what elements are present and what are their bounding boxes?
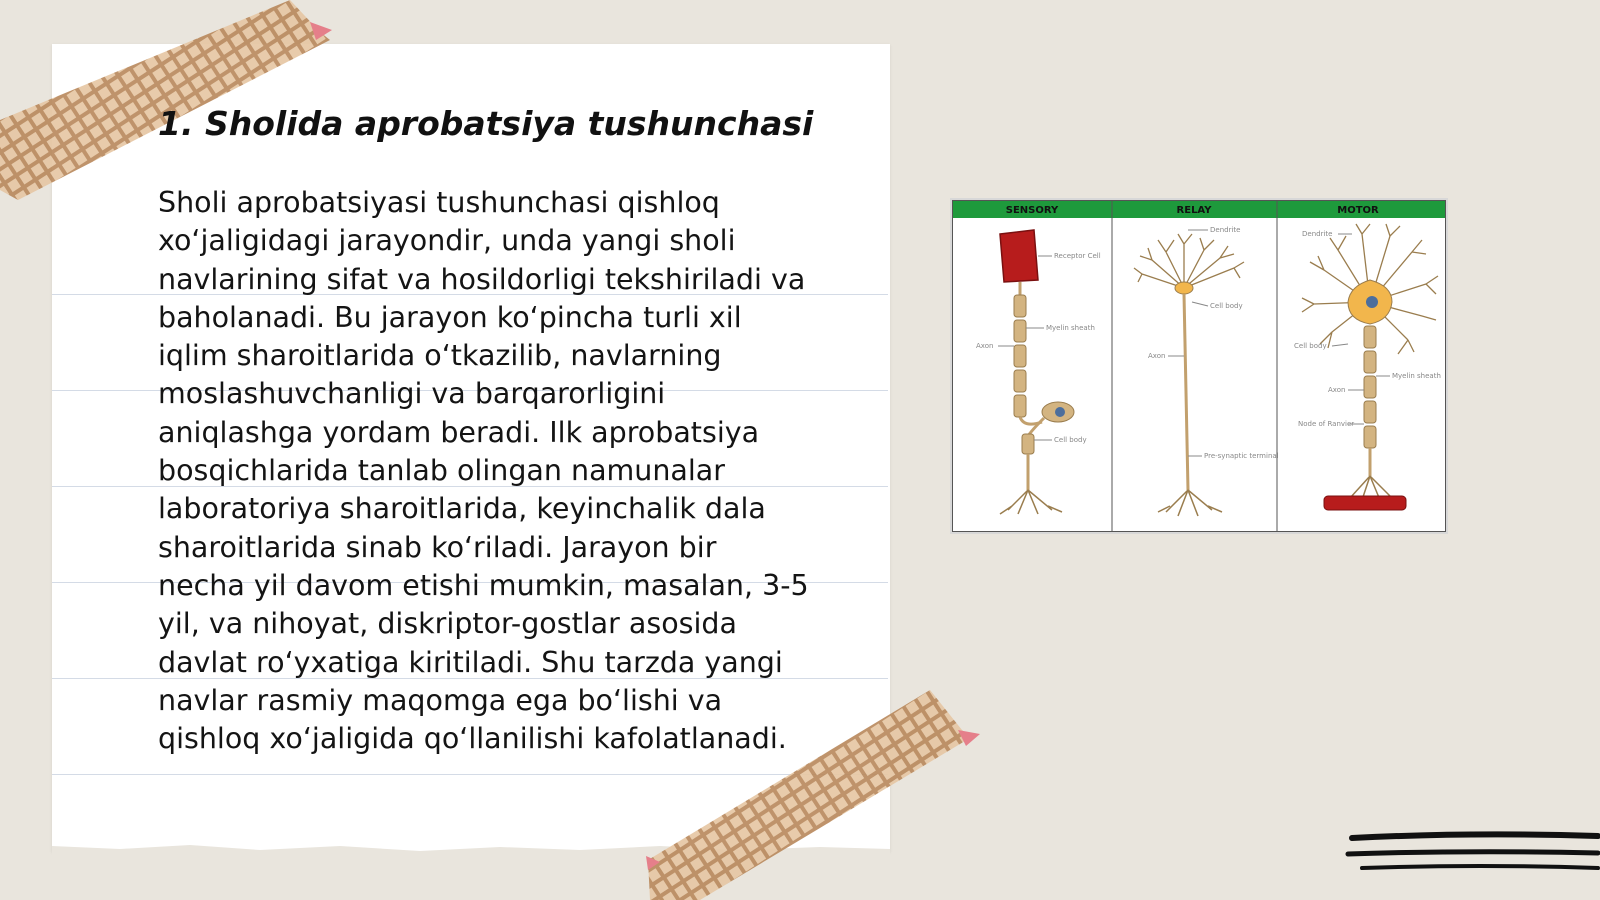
body-line: necha yil davom etishi mumkin, masalan, 3-5	[158, 568, 809, 602]
relay-label-terminal: Pre-synaptic terminal	[1204, 452, 1279, 460]
sensory-label-cell-body: Cell body	[1054, 436, 1087, 444]
relay-neuron	[1134, 226, 1279, 516]
body-line: navlarining sifat va hosildorligi tekshiriladi va	[158, 262, 806, 296]
motor-label-cell-body: Cell body	[1294, 342, 1327, 350]
body-line: davlat ro‘yxatiga kiritiladi. Shu tarzda yangi	[158, 645, 783, 679]
motor-label-dendrite: Dendrite	[1302, 230, 1333, 238]
motor-label-myelin: Myelin sheath	[1392, 372, 1441, 380]
scribble-lines	[1340, 828, 1600, 888]
column-header-motor: MOTOR	[1337, 205, 1379, 216]
body-line: baholanadi. Bu jarayon ko‘pincha turli xil	[158, 300, 742, 334]
body-paragraph	[158, 184, 858, 758]
body-line: iqlim sharoitlarida o‘tkazilib, navlarning	[158, 339, 722, 373]
column-header-sensory: SENSORY	[1005, 205, 1059, 216]
sensory-label-axon: Axon	[976, 342, 994, 350]
body-line: aniqlashga yordam beradi. Ilk aprobatsiya	[158, 415, 760, 449]
column-header-relay: RELAY	[1176, 205, 1212, 216]
slide-title: 1. Sholida aprobatsiya tushunchasi	[158, 104, 814, 143]
relay-label-dendrite: Dendrite	[1210, 226, 1241, 234]
sensory-neuron	[976, 230, 1101, 514]
relay-label-axon: Axon	[1148, 352, 1166, 360]
body-line: yil, va nihoyat, diskriptor-gostlar asosida	[158, 607, 737, 641]
body-line: qishloq xo‘jaligida qo‘llanilishi kafolatlanadi.	[158, 722, 787, 756]
neuron-types-figure	[950, 198, 1448, 534]
body-line: sharoitlarida sinab ko‘riladi. Jarayon bir	[158, 530, 717, 564]
motor-label-axon: Axon	[1328, 386, 1346, 394]
body-line: bosqichlarida tanlab olingan namunalar	[158, 454, 725, 488]
sensory-label-myelin: Myelin sheath	[1046, 324, 1095, 332]
relay-label-cell-body: Cell body	[1210, 302, 1243, 310]
motor-neuron	[1294, 224, 1441, 510]
body-line: xo‘jaligidagi jarayondir, unda yangi sholi	[158, 224, 736, 258]
sensory-label-receptor: Receptor Cell	[1054, 252, 1101, 260]
body-line: Sholi aprobatsiyasi tushunchasi qishloq	[158, 186, 720, 219]
body-line: laboratoriya sharoitlarida, keyinchalik dala	[158, 492, 766, 526]
body-line: moslashuvchanligi va barqarorligini	[158, 377, 666, 411]
body-line: navlar rasmiy maqomga ega bo‘lishi va	[158, 683, 723, 717]
motor-label-node: Node of Ranvier	[1298, 420, 1355, 428]
